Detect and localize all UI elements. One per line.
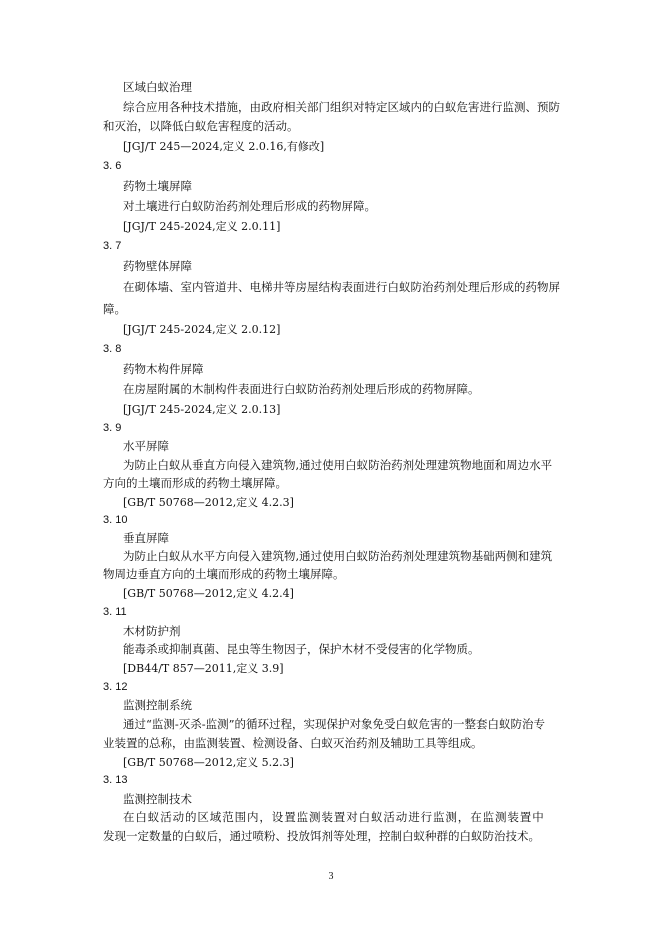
definition-line: 方向的土壤而形成的药物土壤屏障。 (103, 476, 287, 490)
source-reference: [GB/T 50768—2012,定义 4.2.3] (123, 496, 294, 509)
term-title: 监测控制技术 (123, 792, 192, 806)
source-reference: [DB44/T 857—2011,定义 3.9] (123, 662, 284, 675)
source-reference: [GB/T 50768—2012,定义 4.2.4] (123, 587, 294, 600)
definition-line: 在白蚁活动的区域范围内，设置监测装置对白蚁活动进行监测，在监测装置中 (123, 810, 545, 824)
source-reference: [JGJ/T 245-2024,定义 2.0.11] (123, 220, 281, 233)
definition-line: 业装置的总称，由监测装置、检测设备、白蚁灭治药剂及辅助工具等组成。 (103, 736, 483, 750)
term-number: 3. 12 (103, 681, 128, 693)
definition-line: 能毒杀或抑制真菌、昆虫等生物因子，保护木材不受侵害的化学物质。 (123, 642, 480, 656)
definition-line: 为防止白蚁从水平方向侵入建筑物,通过使用白蚁防治药剂处理建筑物基础两侧和建筑 (123, 549, 553, 563)
definition-line: 通过“监测-灭杀-监测”的循环过程，实现保护对象免受白蚁危害的一整套白蚁防治专 (123, 717, 546, 731)
term-title: 药物木构件屏障 (123, 362, 204, 376)
term-number: 3. 11 (103, 606, 127, 618)
term-title: 水平屏障 (123, 439, 169, 453)
source-reference: [JGJ/T 245—2024,定义 2.0.16,有修改] (123, 140, 325, 153)
term-number: 3. 6 (103, 160, 122, 172)
definition-line: 发现一定数量的白蚁后，通过喷粉、投放饵剂等处理，控制白蚁种群的白蚁防治技术。 (103, 829, 540, 843)
source-reference: [GB/T 50768—2012,定义 5.2.3] (123, 756, 294, 769)
term-number: 3. 9 (103, 422, 122, 434)
definition-line: 障。 (103, 302, 126, 316)
page-number: 3 (328, 871, 334, 882)
term-number: 3. 13 (103, 774, 128, 786)
term-title: 垂直屏障 (123, 531, 169, 545)
definition-line: 在砌体墙、室内管道井、电梯井等房屋结构表面进行白蚁防治药剂处理后形成的药物屏 (123, 280, 560, 294)
term-title: 木材防护剂 (123, 624, 181, 638)
source-reference: [JGJ/T 245-2024,定义 2.0.13] (123, 403, 281, 416)
term-title: 药物土壤屏障 (123, 179, 192, 193)
definition-line: 在房屋附属的木制构件表面进行白蚁防治药剂处理后形成的药物屏障。 (123, 382, 480, 396)
definition-line: 对土壤进行白蚁防治药剂处理后形成的药物屏障。 (123, 199, 376, 213)
term-title: 药物壁体屏障 (123, 259, 192, 273)
term-number: 3. 8 (103, 343, 122, 355)
term-number: 3. 7 (103, 240, 122, 252)
term-title: 监测控制系统 (123, 698, 192, 712)
definition-line: 综合应用各种技术措施，由政府相关部门组织对特定区域内的白蚁危害进行监测、预防 (123, 100, 560, 114)
term-title: 区域白蚁治理 (123, 80, 192, 94)
definition-line: 和灭治，以降低白蚁危害程度的活动。 (103, 119, 299, 133)
term-number: 3. 10 (103, 514, 128, 526)
source-reference: [JGJ/T 245-2024,定义 2.0.12] (123, 323, 281, 336)
definition-line: 物周边垂直方向的土壤而形成的药物土壤屏障。 (103, 567, 345, 581)
definition-line: 为防止白蚁从垂直方向侵入建筑物,通过使用白蚁防治药剂处理建筑物地面和周边水平 (123, 458, 553, 472)
